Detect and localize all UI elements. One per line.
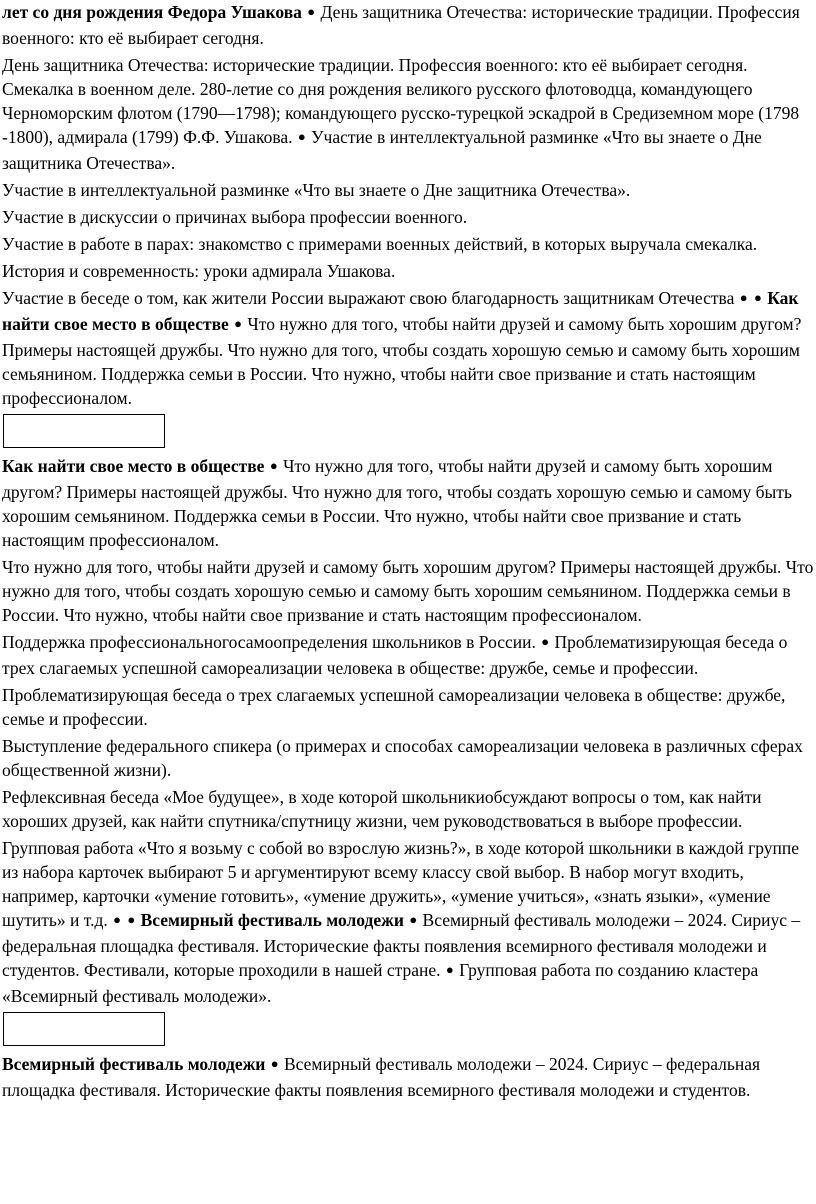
body-text: Участие в интеллектуальной разминке «Что вы знаете о Дне защитника Отечества». bbox=[2, 127, 762, 173]
empty-box bbox=[3, 414, 165, 448]
paragraph bbox=[2, 53, 814, 175]
body-text: Участие в работе в парах: знакомство с примерами военных действий, в которых выручала смекалка. bbox=[2, 234, 758, 254]
body-text: Что нужно для того, чтобы найти друзей и самому быть хорошим другом? Примеры настоящей дружбы. Что нужно для того, чтобы создать хорошую семью и самому быть хорошим семьянином. Поддержка семьи в России. Что нужно, чтобы найти свое призвание и стать настоящим профессионалом. bbox=[2, 314, 802, 408]
paragraph bbox=[2, 785, 814, 833]
body-text: Что нужно для того, чтобы найти друзей и самому быть хорошим другом? Примеры настоящей дружбы. Что нужно для того, чтобы создать хорошую семью и самому быть хорошим семьянином. Поддержка семьи в России. Что нужно, чтобы найти свое призвание и стать настоящим профессионалом. bbox=[2, 456, 792, 550]
body-text: Поддержка профессиональногосамоопределения школьников в России. bbox=[2, 632, 536, 652]
bullet-icon: ● bbox=[753, 290, 762, 305]
bullet-icon: ● bbox=[270, 1056, 279, 1071]
paragraph bbox=[2, 1052, 814, 1102]
paragraph bbox=[2, 683, 814, 731]
paragraph bbox=[2, 555, 814, 627]
paragraph bbox=[2, 286, 814, 410]
paragraph bbox=[2, 454, 814, 552]
body-text: Участие в беседе о том, как жители России выражают свою благодарность защитникам Отечества bbox=[2, 288, 735, 308]
body-text: День защитника Отечества: исторические традиции. Профессия военного: кто её выбирает сегодня. bbox=[2, 2, 800, 48]
bullet-icon: ● bbox=[127, 912, 136, 927]
heading-text: Всемирный фестиваль молодежи bbox=[140, 910, 404, 930]
paragraph bbox=[2, 0, 814, 50]
body-text: Что нужно для того, чтобы найти друзей и самому быть хорошим другом? Примеры настоящей дружбы. Что нужно для того, чтобы создать хорошую семью и самому быть хорошим семьянином. Поддержка семьи в России. Что нужно, чтобы найти свое призвание и стать настоящим профессионалом. bbox=[2, 557, 814, 625]
body-text: День защитника Отечества: исторические традиции. Профессия военного: кто её выбирает сегодня. Смекалка в военном деле. 280-летие со дня рождения великого русского флотоводца, командующего Черноморским флотом (1790—1798); командующего русско-турецкой эскадрой в Средиземном море (1798 -1800), адмирала (1799) Ф.Ф. Ушакова. bbox=[2, 55, 800, 147]
bullet-icon: ● bbox=[541, 634, 550, 649]
heading-text: Как найти свое место в обществе bbox=[2, 288, 799, 334]
paragraph bbox=[2, 734, 814, 782]
paragraph bbox=[2, 630, 814, 680]
bullet-icon: ● bbox=[297, 129, 306, 144]
body-text: Групповая работа по созданию кластера «Всемирный фестиваль молодежи». bbox=[2, 960, 759, 1006]
body-text: Всемирный фестиваль молодежи – 2024. Сириус – федеральная площадка фестиваля. Исторические факты появления всемирного фестиваля молодежи и студентов. Фестивали, которые проходили в нашей стране. bbox=[2, 910, 801, 980]
body-text: Выступление федерального спикера (о примерах и способах самореализации человека в различных сферах общественной жизни). bbox=[2, 736, 803, 780]
bullet-icon: ● bbox=[739, 290, 748, 305]
bullet-icon: ● bbox=[307, 4, 316, 19]
body-text: Участие в дискуссии о причинах выбора профессии военного. bbox=[2, 207, 468, 227]
body-text: Всемирный фестиваль молодежи – 2024. Сириус – федеральная площадка фестиваля. Исторические факты появления всемирного фестиваля молодежи и студентов. bbox=[2, 1054, 761, 1100]
heading-text: Всемирный фестиваль молодежи bbox=[2, 1054, 266, 1074]
body-text: Рефлексивная беседа «Мое будущее», в ходе которой школьникиобсуждают вопросы о том, как найти хороших друзей, как найти спутника/спутницу жизни, чем руководствоваться в выборе профессии. bbox=[2, 787, 762, 831]
body-text: Групповая работа «Что я возьму с собой во взрослую жизнь?», в ходе которой школьники в каждой группе из набора карточек выбирают 5 и аргументируют всему классу свой выбор. В набор могут входить, например, карточки «умение готовить», «умение дружить», «умение учиться», «знать языки», «умение шутить» и т.д. bbox=[2, 838, 800, 930]
body-text: Участие в интеллектуальной разминке «Что вы знаете о Дне защитника Отечества». bbox=[2, 180, 631, 200]
body-text: Проблематизирующая беседа о трех слагаемых успешной самореализации человека в обществе: дружбе, семье и профессии. bbox=[2, 632, 788, 678]
bullet-icon: ● bbox=[409, 912, 418, 927]
paragraph bbox=[2, 205, 814, 229]
paragraph bbox=[2, 836, 814, 1008]
bullet-icon: ● bbox=[445, 962, 454, 977]
bullet-icon: ● bbox=[234, 316, 243, 331]
bullet-icon: ● bbox=[113, 912, 121, 927]
heading-text: лет со дня рождения Федора Ушакова bbox=[2, 2, 302, 22]
body-text: Проблематизирующая беседа о трех слагаемых успешной самореализации человека в обществе: дружбе, семье и профессии. bbox=[2, 685, 786, 729]
heading-text: Как найти свое место в обществе bbox=[2, 456, 265, 476]
empty-box bbox=[3, 1012, 165, 1046]
paragraph bbox=[2, 259, 814, 283]
body-text: История и современность: уроки адмирала Ушакова. bbox=[2, 261, 396, 281]
paragraph bbox=[2, 232, 814, 256]
bullet-icon: ● bbox=[269, 458, 278, 473]
paragraph bbox=[2, 178, 814, 202]
